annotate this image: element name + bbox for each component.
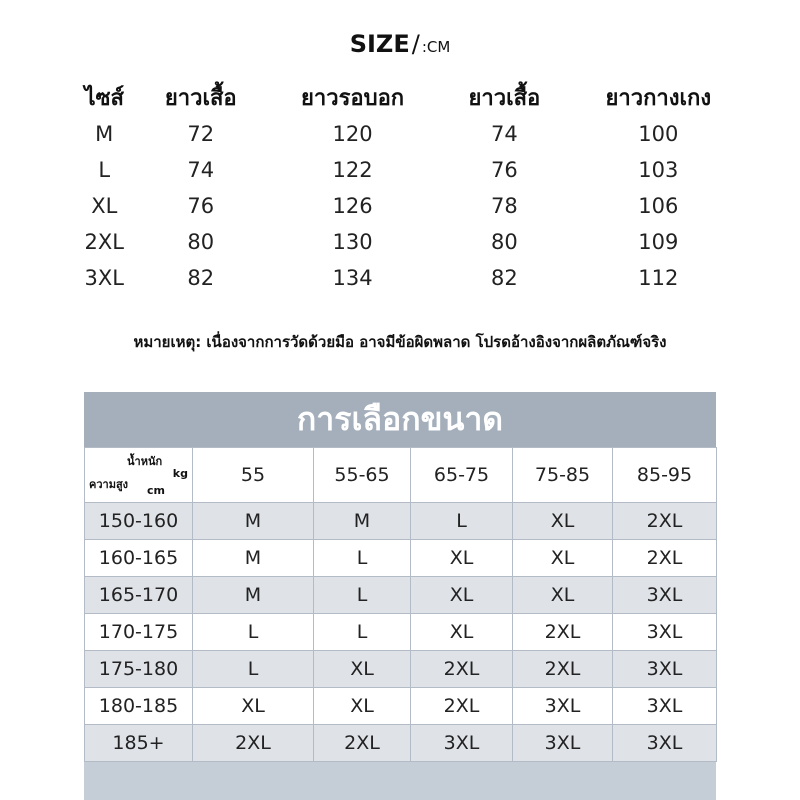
size-table-cell: 100 bbox=[638, 122, 679, 146]
size-title-main: SIZE bbox=[349, 30, 410, 58]
size-title bbox=[0, 30, 800, 58]
size-cell: 3XL bbox=[613, 688, 717, 725]
weight-unit: kg bbox=[172, 467, 188, 480]
size-cell: L bbox=[193, 651, 314, 688]
size-cell: 2XL bbox=[613, 540, 717, 577]
height-cell: 175-180 bbox=[85, 651, 193, 688]
height-row bbox=[85, 614, 717, 651]
weight-label: น้ำหนัก bbox=[127, 455, 163, 468]
size-table-cell: 82 bbox=[187, 266, 215, 290]
size-measurement-table bbox=[70, 78, 750, 296]
height-unit: cm bbox=[147, 484, 165, 497]
size-cell: M bbox=[193, 577, 314, 614]
size-table-row bbox=[70, 224, 750, 260]
size-table-cell: 74 bbox=[187, 158, 215, 182]
size-table-row bbox=[70, 152, 750, 188]
size-table-cell: 76 bbox=[187, 194, 215, 218]
size-table-cell: 78 bbox=[491, 194, 518, 218]
measurement-note: หมายเหตุ: เนื่องจากการวัดด้วยมือ อาจมีข้อผิดพลาด โปรดอ้างอิงจากผลิตภัณฑ์จริง bbox=[133, 333, 667, 351]
size-table-cell: M bbox=[95, 122, 114, 146]
size-table-cell: 76 bbox=[491, 158, 518, 182]
height-cell: 185+ bbox=[85, 725, 193, 762]
weight-header-cell: 55 bbox=[193, 448, 314, 503]
size-cell: XL bbox=[314, 688, 411, 725]
size-cell: 3XL bbox=[513, 688, 613, 725]
size-table-cell: 3XL bbox=[84, 266, 124, 290]
size-selection-panel bbox=[84, 392, 716, 800]
size-cell: 3XL bbox=[613, 651, 717, 688]
size-table-cell: 106 bbox=[638, 194, 679, 218]
size-table-header: ยาวเสื้อ bbox=[468, 85, 541, 111]
size-cell: L bbox=[193, 614, 314, 651]
size-table-cell: 120 bbox=[332, 122, 373, 146]
size-cell: XL bbox=[193, 688, 314, 725]
size-table-cell: 80 bbox=[491, 230, 518, 254]
height-cell: 150-160 bbox=[85, 503, 193, 540]
height-row bbox=[85, 651, 717, 688]
diagonal-header-cell bbox=[85, 448, 193, 503]
size-table-row bbox=[70, 260, 750, 296]
size-table-row bbox=[70, 116, 750, 152]
size-cell: L bbox=[314, 614, 411, 651]
size-cell: XL bbox=[411, 614, 513, 651]
size-cell: 3XL bbox=[513, 725, 613, 762]
size-table-row bbox=[70, 188, 750, 224]
size-cell: XL bbox=[513, 577, 613, 614]
height-cell: 165-170 bbox=[85, 577, 193, 614]
size-cell: 3XL bbox=[613, 614, 717, 651]
size-cell: XL bbox=[411, 540, 513, 577]
size-table-cell: 134 bbox=[332, 266, 373, 290]
size-title-unit: :CM bbox=[421, 38, 451, 56]
size-cell: 3XL bbox=[411, 725, 513, 762]
size-cell: 2XL bbox=[411, 688, 513, 725]
size-table-header: ยาวเสื้อ bbox=[164, 85, 237, 111]
weight-header-row bbox=[85, 448, 717, 503]
size-table-header: ไซส์ bbox=[84, 85, 124, 111]
height-cell: 160-165 bbox=[85, 540, 193, 577]
size-cell: 3XL bbox=[613, 725, 717, 762]
weight-header-cell: 55-65 bbox=[314, 448, 411, 503]
size-cell: XL bbox=[314, 651, 411, 688]
height-row bbox=[85, 577, 717, 614]
size-table-cell: 122 bbox=[332, 158, 373, 182]
size-table-cell: 130 bbox=[332, 230, 373, 254]
weight-header-cell: 75-85 bbox=[513, 448, 613, 503]
size-table-cell: XL bbox=[91, 194, 118, 218]
size-table-cell: 80 bbox=[187, 230, 215, 254]
size-cell: 2XL bbox=[193, 725, 314, 762]
size-table-cell: 72 bbox=[187, 122, 215, 146]
size-cell: 2XL bbox=[411, 651, 513, 688]
size-title-separator: / bbox=[411, 30, 420, 58]
size-table-header: ยาวกางเกง bbox=[605, 85, 712, 111]
height-row bbox=[85, 688, 717, 725]
size-cell: XL bbox=[513, 503, 613, 540]
size-table-cell: L bbox=[98, 158, 111, 182]
size-cell: M bbox=[193, 540, 314, 577]
size-table-cell: 109 bbox=[638, 230, 679, 254]
size-cell: 2XL bbox=[513, 651, 613, 688]
height-label: ความสูง bbox=[89, 478, 129, 491]
size-table-cell: 103 bbox=[638, 158, 679, 182]
size-cell: L bbox=[314, 577, 411, 614]
size-table-header: ยาวรอบอก bbox=[301, 85, 405, 111]
weight-header-cell: 65-75 bbox=[411, 448, 513, 503]
size-table-cell: 2XL bbox=[84, 230, 124, 254]
weight-header-cell: 85-95 bbox=[613, 448, 717, 503]
size-cell: L bbox=[411, 503, 513, 540]
size-cell: L bbox=[314, 540, 411, 577]
size-table-cell: 74 bbox=[491, 122, 518, 146]
size-selection-banner: การเลือกขนาด bbox=[84, 392, 716, 447]
height-row bbox=[85, 540, 717, 577]
size-table-cell: 82 bbox=[491, 266, 518, 290]
size-cell: 2XL bbox=[613, 503, 717, 540]
height-row bbox=[85, 725, 717, 762]
size-cell: XL bbox=[411, 577, 513, 614]
size-cell: 3XL bbox=[613, 577, 717, 614]
size-cell: 2XL bbox=[513, 614, 613, 651]
size-cell: XL bbox=[513, 540, 613, 577]
size-cell: M bbox=[314, 503, 411, 540]
height-cell: 180-185 bbox=[85, 688, 193, 725]
size-selection-table bbox=[84, 447, 717, 762]
size-cell: M bbox=[193, 503, 314, 540]
height-row bbox=[85, 503, 717, 540]
size-cell: 2XL bbox=[314, 725, 411, 762]
height-cell: 170-175 bbox=[85, 614, 193, 651]
size-table-header-row bbox=[70, 78, 750, 116]
size-table-cell: 126 bbox=[332, 194, 373, 218]
size-table-cell: 112 bbox=[638, 266, 679, 290]
